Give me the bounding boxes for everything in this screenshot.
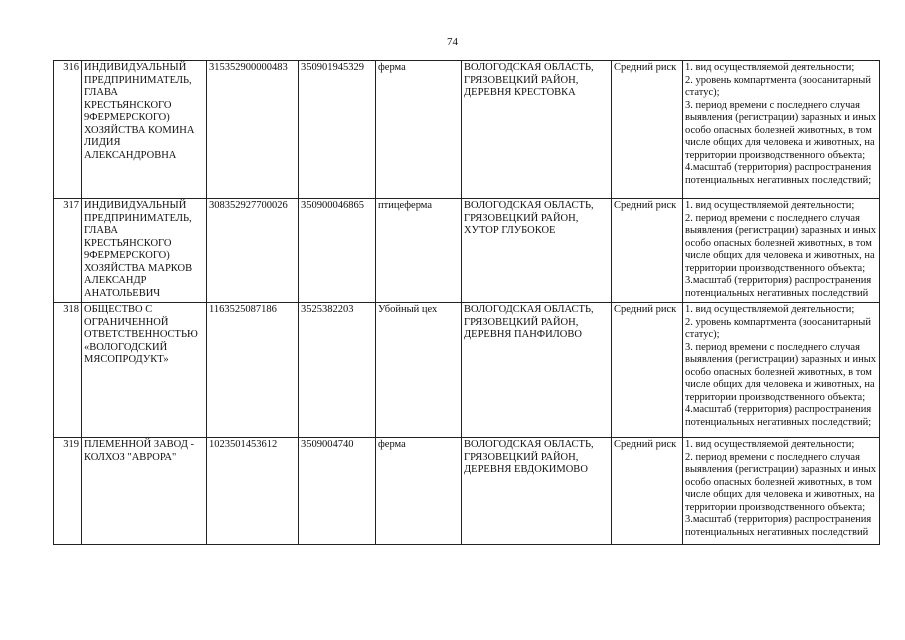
registry-table [53, 60, 880, 545]
object-type-cell: птицеферма [376, 199, 462, 303]
row-number-cell: 317 [54, 199, 82, 303]
criteria-line: 2. уровень компартмента (зоосанитарный [685, 74, 871, 86]
ogrn-cell: 308352927700026 [207, 199, 299, 303]
criteria-line: территории производственного объекта; [685, 149, 866, 161]
criteria-line: 2. уровень компартмента (зоосанитарный [685, 316, 871, 328]
organization-name: ПЛЕМЕННОЙ ЗАВОД - КОЛХОЗ "АВРОРА" [84, 439, 195, 463]
risk-category-cell: Средний риск [612, 61, 683, 199]
criteria-line: 1. вид осуществляемой деятельности; [685, 200, 855, 211]
risk-category-cell: Средний риск [612, 438, 683, 545]
organization-name-cell [82, 61, 207, 199]
inn-cell: 350901945329 [299, 61, 376, 199]
criteria-line: выявления (регистрации) заразных и иных [685, 225, 877, 236]
address-text: ВОЛОГОДСКАЯ ОБЛАСТЬ, ГРЯЗОВЕЦКИЙ РАЙОН, ДЕРЕВНЯ ПАНФИЛОВО [464, 304, 594, 340]
table-row [54, 199, 880, 303]
ogrn-cell: 1023501453612 [207, 438, 299, 545]
criteria-line: числе общих для человека и животных, на [685, 379, 875, 390]
criteria-line: 3. период времени с последнего случая [685, 99, 860, 111]
criteria-line: числе общих для человека и животных, на [685, 137, 875, 148]
criteria-line: потенциальных негативных последствий [685, 287, 869, 299]
table-body [54, 61, 880, 545]
risk-category-cell: Средний риск [612, 199, 683, 303]
organization-name: ИНДИВИДУАЛЬНЫЙ ПРЕДПРИНИМАТЕЛЬ, ГЛАВА КРЕСТЬЯНСКОГО 9ФЕРМЕРСКОГО) ХОЗЯЙСТВА КОМИНА ЛИДИЯ АЛЕКСАНДРОВНА [84, 62, 195, 161]
criteria-line: потенциальных негативных последствий; [685, 174, 872, 186]
address-text: ВОЛОГОДСКАЯ ОБЛАСТЬ, ГРЯЗОВЕЦКИЙ РАЙОН, ДЕРЕВНЯ КРЕСТОВКА [464, 62, 594, 98]
criteria-line: территории производственного объекта; [685, 262, 866, 274]
criteria-cell [683, 61, 880, 199]
criteria-line: выявления (регистрации) заразных и иных [685, 354, 877, 365]
criteria-line: 4.масштаб (территория) распространения [685, 404, 872, 415]
criteria-line: 2. период времени с последнего случая [685, 451, 860, 463]
criteria-line: 1. вид осуществляемой деятельности; [685, 439, 855, 450]
criteria-line: 1. вид осуществляемой деятельности; [685, 62, 855, 73]
address-cell [462, 303, 612, 438]
criteria-line: 3.масштаб (территория) распространения [685, 275, 872, 286]
object-type-cell: ферма [376, 61, 462, 199]
row-number-cell: 316 [54, 61, 82, 199]
criteria-line: 3.масштаб (территория) распространения [685, 514, 872, 525]
address-text: ВОЛОГОДСКАЯ ОБЛАСТЬ, ГРЯЗОВЕЦКИЙ РАЙОН, ДЕРЕВНЯ ЕВДОКИМОВО [464, 439, 594, 475]
row-number-cell: 319 [54, 438, 82, 545]
inn-cell: 3509004740 [299, 438, 376, 545]
criteria-line: территории производственного объекта; [685, 501, 866, 513]
ogrn-cell: 1163525087186 [207, 303, 299, 438]
criteria-line: территории производственного объекта; [685, 391, 866, 403]
object-type-cell: ферма [376, 438, 462, 545]
criteria-line: 3. период времени с последнего случая [685, 341, 860, 353]
criteria-line: числе общих для человека и животных, на [685, 489, 875, 500]
organization-name: ОБЩЕСТВО С ОГРАНИЧЕННОЙ ОТВЕТСТВЕННОСТЬЮ «ВОЛОГОДСКИЙ МЯСОПРОДУКТ» [84, 304, 198, 365]
criteria-line: выявления (регистрации) заразных и иных [685, 464, 877, 475]
criteria-line: выявления (регистрации) заразных и иных [685, 112, 877, 123]
criteria-line: потенциальных негативных последствий; [685, 416, 872, 428]
risk-category-cell: Средний риск [612, 303, 683, 438]
address-cell [462, 199, 612, 303]
criteria-line: числе общих для человека и животных, на [685, 250, 875, 261]
inn-cell: 350900046865 [299, 199, 376, 303]
inn-cell: 3525382203 [299, 303, 376, 438]
criteria-line: особо опасных болезней животных, в том [685, 237, 872, 249]
criteria-line: 4.масштаб (территория) распространения [685, 162, 872, 173]
page-number: 74 [447, 36, 458, 48]
criteria-line: особо опасных болезней животных, в том [685, 366, 872, 378]
table-row [54, 438, 880, 545]
row-number-cell: 318 [54, 303, 82, 438]
organization-name: ИНДИВИДУАЛЬНЫЙ ПРЕДПРИНИМАТЕЛЬ, ГЛАВА КРЕСТЬЯНСКОГО 9ФЕРМЕРСКОГО) ХОЗЯЙСТВА МАРКОВ АЛЕКСАНДР АНАТОЛЬЕВИЧ [84, 200, 193, 299]
criteria-cell [683, 438, 880, 545]
address-cell [462, 438, 612, 545]
criteria-line: статус); [685, 87, 720, 98]
criteria-line: 1. вид осуществляемой деятельности; [685, 304, 855, 315]
criteria-line: потенциальных негативных последствий [685, 526, 869, 538]
criteria-line: статус); [685, 329, 720, 340]
object-type-cell: Убойный цех [376, 303, 462, 438]
table-row [54, 303, 880, 438]
address-text: ВОЛОГОДСКАЯ ОБЛАСТЬ, ГРЯЗОВЕЦКИЙ РАЙОН, ХУТОР ГЛУБОКОЕ [464, 200, 594, 236]
criteria-cell [683, 199, 880, 303]
address-cell [462, 61, 612, 199]
criteria-line: особо опасных болезней животных, в том [685, 124, 872, 136]
organization-name-cell [82, 199, 207, 303]
ogrn-cell: 315352900000483 [207, 61, 299, 199]
criteria-line: особо опасных болезней животных, в том [685, 476, 872, 488]
organization-name-cell [82, 303, 207, 438]
criteria-line: 2. период времени с последнего случая [685, 212, 860, 224]
organization-name-cell [82, 438, 207, 545]
criteria-cell [683, 303, 880, 438]
table-row [54, 61, 880, 199]
